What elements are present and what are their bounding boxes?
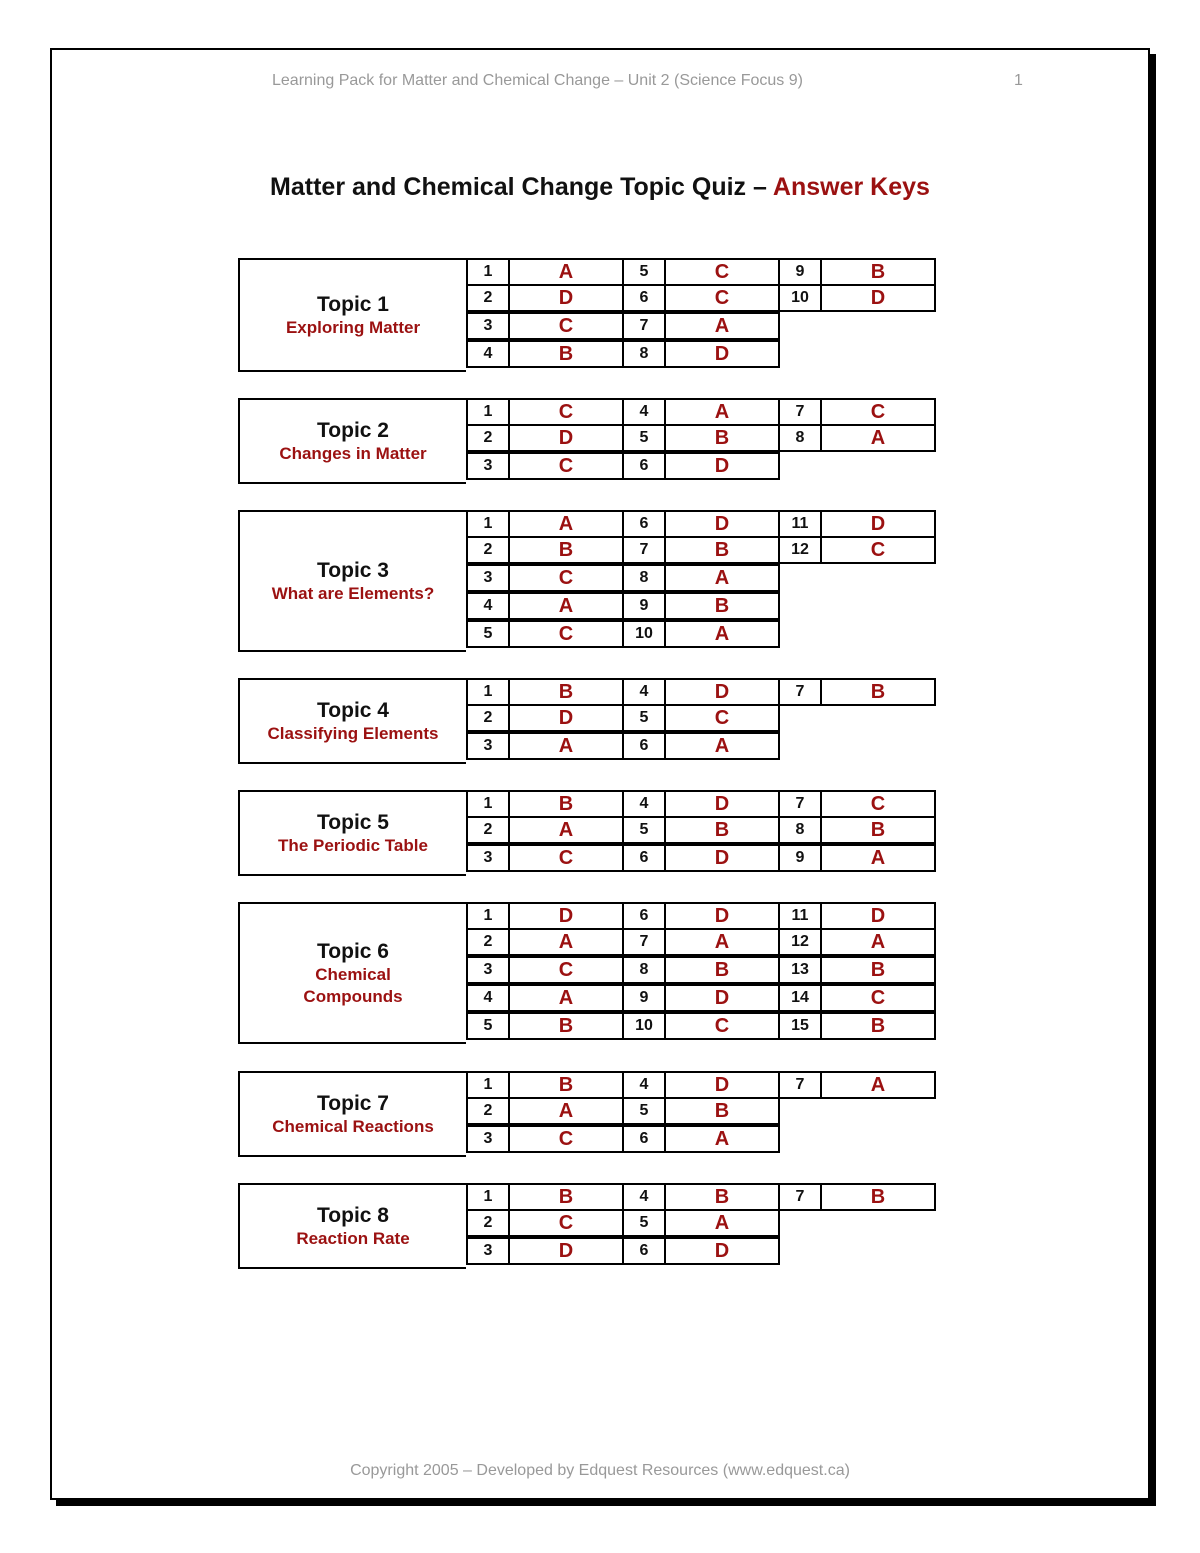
question-number: 6 — [622, 1237, 666, 1265]
topic-subtitle: Chemical Compounds — [303, 964, 403, 1006]
question-number: 6 — [622, 732, 666, 760]
question-number: 3 — [466, 564, 510, 592]
question-number: 4 — [622, 398, 666, 426]
question-number: 2 — [466, 1097, 510, 1125]
answer-row — [466, 538, 936, 566]
answer-row — [466, 622, 936, 650]
answer-letter: D — [508, 902, 624, 930]
topic-table — [238, 1183, 961, 1269]
answer-letter: D — [508, 1237, 624, 1265]
topic-name: Topic 4 — [317, 698, 389, 722]
answer-letter: B — [820, 258, 936, 286]
question-number: 5 — [622, 258, 666, 286]
question-number: 5 — [622, 1097, 666, 1125]
answer-letter: C — [664, 258, 780, 286]
answer-letter: D — [820, 902, 936, 930]
topic-subtitle: Exploring Matter — [285, 317, 421, 337]
question-number: 7 — [778, 678, 822, 706]
answer-letter: C — [508, 1209, 624, 1237]
answer-letter: D — [820, 510, 936, 538]
question-number: 10 — [622, 620, 666, 648]
question-number: 11 — [778, 902, 822, 930]
topic-label — [238, 790, 466, 876]
question-number: 4 — [466, 340, 510, 368]
answer-letter: D — [508, 284, 624, 312]
answer-letter: B — [664, 536, 780, 564]
topic-table — [238, 902, 961, 1044]
question-number: 8 — [778, 424, 822, 452]
topic-name: Topic 8 — [317, 1203, 389, 1227]
answer-row — [466, 734, 936, 762]
topic-table — [238, 1071, 961, 1157]
question-number: 4 — [622, 1071, 666, 1099]
answer-letter: D — [664, 452, 780, 480]
answer-letter: A — [664, 564, 780, 592]
answer-row — [466, 818, 936, 846]
answer-letter: A — [820, 424, 936, 452]
question-number: 8 — [622, 340, 666, 368]
question-number: 7 — [778, 398, 822, 426]
answer-row — [466, 258, 936, 286]
answer-letter: B — [664, 1097, 780, 1125]
answer-letter: B — [820, 1183, 936, 1211]
answer-row — [466, 902, 936, 930]
answer-letter: D — [664, 340, 780, 368]
answer-letter: B — [664, 956, 780, 984]
topic-table — [238, 510, 961, 652]
header-text: Learning Pack for Matter and Chemical Change – Unit 2 (Science Focus 9) — [272, 72, 803, 89]
answer-letter: C — [820, 536, 936, 564]
topic-table — [238, 258, 961, 372]
question-number: 2 — [466, 928, 510, 956]
answer-row — [466, 1239, 936, 1267]
answer-grid — [466, 398, 936, 482]
title-main: Matter and Chemical Change Topic Quiz – — [270, 173, 773, 201]
question-number: 4 — [622, 790, 666, 818]
answer-letter: C — [820, 984, 936, 1012]
page-title — [0, 173, 1200, 202]
question-number: 13 — [778, 956, 822, 984]
question-number: 8 — [778, 816, 822, 844]
question-number: 4 — [622, 678, 666, 706]
question-number: 9 — [778, 258, 822, 286]
answer-letter: A — [508, 984, 624, 1012]
answer-letter: C — [820, 790, 936, 818]
question-number: 3 — [466, 1125, 510, 1153]
answer-row — [466, 678, 936, 706]
answer-letter: A — [508, 928, 624, 956]
answer-letter: C — [508, 398, 624, 426]
question-number: 1 — [466, 258, 510, 286]
answer-grid — [466, 510, 936, 650]
topic-subtitle: Changes in Matter — [279, 443, 427, 463]
topic-name: Topic 5 — [317, 810, 389, 834]
question-number: 10 — [622, 1012, 666, 1040]
answer-row — [466, 426, 936, 454]
answer-letter: A — [664, 398, 780, 426]
topic-label — [238, 1183, 466, 1269]
answer-letter: B — [508, 678, 624, 706]
answer-letter: B — [508, 340, 624, 368]
question-number: 6 — [622, 510, 666, 538]
question-number: 2 — [466, 704, 510, 732]
question-number: 8 — [622, 564, 666, 592]
answer-row — [466, 342, 936, 370]
answer-letter: C — [664, 704, 780, 732]
topic-name: Topic 1 — [317, 292, 389, 316]
answer-row — [466, 454, 936, 482]
question-number: 3 — [466, 844, 510, 872]
question-number: 2 — [466, 536, 510, 564]
answer-letter: C — [508, 564, 624, 592]
answer-letter: D — [664, 1237, 780, 1265]
answer-row — [466, 594, 936, 622]
topic-label — [238, 510, 466, 652]
question-number: 1 — [466, 790, 510, 818]
answer-row — [466, 1211, 936, 1239]
answer-row — [466, 1014, 936, 1042]
question-number: 15 — [778, 1012, 822, 1040]
question-number: 5 — [622, 704, 666, 732]
answer-grid — [466, 790, 936, 874]
topic-subtitle: Reaction Rate — [296, 1228, 410, 1248]
answer-letter: D — [508, 704, 624, 732]
question-number: 14 — [778, 984, 822, 1012]
answer-row — [466, 398, 936, 426]
answer-grid — [466, 1183, 936, 1267]
answer-letter: C — [508, 844, 624, 872]
question-number: 7 — [622, 928, 666, 956]
answer-letter: C — [508, 452, 624, 480]
answer-letter: A — [664, 1209, 780, 1237]
question-number: 5 — [622, 1209, 666, 1237]
answer-row — [466, 1127, 936, 1155]
answer-row — [466, 958, 936, 986]
topic-name: Topic 6 — [317, 939, 389, 963]
answer-letter: D — [664, 984, 780, 1012]
question-number: 4 — [466, 592, 510, 620]
answer-letter: D — [664, 510, 780, 538]
question-number: 6 — [622, 284, 666, 312]
topic-name: Topic 7 — [317, 1091, 389, 1115]
question-number: 12 — [778, 536, 822, 564]
topic-label — [238, 678, 466, 764]
page-number: 1 — [1014, 72, 1023, 89]
question-number: 4 — [622, 1183, 666, 1211]
answer-row — [466, 1183, 936, 1211]
topic-name: Topic 3 — [317, 558, 389, 582]
question-number: 7 — [622, 536, 666, 564]
question-number: 11 — [778, 510, 822, 538]
topic-subtitle: Classifying Elements — [267, 723, 439, 743]
answer-letter: D — [664, 678, 780, 706]
topic-label — [238, 902, 466, 1044]
answer-letter: A — [508, 510, 624, 538]
question-number: 7 — [778, 790, 822, 818]
question-number: 1 — [466, 678, 510, 706]
answer-letter: A — [508, 258, 624, 286]
topic-subtitle: Chemical Reactions — [272, 1116, 434, 1136]
topic-label — [238, 398, 466, 484]
page-footer: Copyright 2005 – Developed by Edquest Resources (www.edquest.ca) — [350, 1462, 850, 1479]
answer-letter: B — [664, 816, 780, 844]
question-number: 9 — [778, 844, 822, 872]
answer-letter: C — [508, 312, 624, 340]
question-number: 3 — [466, 1237, 510, 1265]
answer-row — [466, 986, 936, 1014]
question-number: 6 — [622, 1125, 666, 1153]
question-number: 5 — [622, 816, 666, 844]
answer-letter: C — [508, 956, 624, 984]
topic-subtitle: What are Elements? — [271, 583, 435, 603]
topic-subtitle: The Periodic Table — [278, 835, 428, 855]
answer-row — [466, 930, 936, 958]
answer-letter: A — [508, 732, 624, 760]
question-number: 2 — [466, 816, 510, 844]
answer-grid — [466, 1071, 936, 1155]
question-number: 5 — [466, 620, 510, 648]
question-number: 10 — [778, 284, 822, 312]
answer-letter: D — [664, 844, 780, 872]
question-number: 7 — [778, 1071, 822, 1099]
answer-letter: D — [508, 424, 624, 452]
answer-letter: A — [664, 620, 780, 648]
topic-name: Topic 2 — [317, 418, 389, 442]
answer-row — [466, 1071, 936, 1099]
answer-letter: B — [820, 816, 936, 844]
answer-letter: A — [820, 1071, 936, 1099]
question-number: 1 — [466, 902, 510, 930]
answer-row — [466, 314, 936, 342]
answer-letter: B — [508, 1071, 624, 1099]
answer-letter: A — [664, 732, 780, 760]
answer-row — [466, 790, 936, 818]
answer-letter: D — [664, 790, 780, 818]
answer-letter: A — [508, 1097, 624, 1125]
question-number: 1 — [466, 510, 510, 538]
answer-letter: B — [508, 536, 624, 564]
answer-letter: B — [664, 592, 780, 620]
answer-row — [466, 286, 936, 314]
question-number: 9 — [622, 592, 666, 620]
answer-letter: B — [664, 424, 780, 452]
answer-letter: C — [508, 1125, 624, 1153]
answer-letter: C — [664, 284, 780, 312]
answer-letter: C — [664, 1012, 780, 1040]
question-number: 7 — [622, 312, 666, 340]
answer-letter: A — [820, 844, 936, 872]
answer-letter: B — [508, 790, 624, 818]
answer-letter: D — [820, 284, 936, 312]
answer-letter: A — [508, 592, 624, 620]
question-number: 6 — [622, 452, 666, 480]
answer-letter: A — [664, 928, 780, 956]
question-number: 2 — [466, 284, 510, 312]
answer-letter: B — [508, 1183, 624, 1211]
answer-grid — [466, 258, 936, 370]
answer-row — [466, 566, 936, 594]
answer-letter: A — [508, 816, 624, 844]
answer-row — [466, 706, 936, 734]
topic-table — [238, 678, 961, 764]
answer-letter: B — [820, 1012, 936, 1040]
question-number: 12 — [778, 928, 822, 956]
question-number: 4 — [466, 984, 510, 1012]
question-number: 1 — [466, 398, 510, 426]
question-number: 9 — [622, 984, 666, 1012]
answer-row — [466, 1099, 936, 1127]
question-number: 6 — [622, 844, 666, 872]
answer-letter: C — [508, 620, 624, 648]
answer-letter: B — [664, 1183, 780, 1211]
answer-letter: A — [664, 1125, 780, 1153]
question-number: 1 — [466, 1183, 510, 1211]
answer-row — [466, 846, 936, 874]
answer-letter: D — [664, 1071, 780, 1099]
answer-letter: B — [820, 956, 936, 984]
answer-grid — [466, 678, 936, 762]
topic-label — [238, 1071, 466, 1157]
question-number: 1 — [466, 1071, 510, 1099]
title-accent: Answer Keys — [772, 173, 930, 201]
question-number: 3 — [466, 312, 510, 340]
question-number: 5 — [622, 424, 666, 452]
topic-label — [238, 258, 466, 372]
answer-letter: D — [664, 902, 780, 930]
question-number: 5 — [466, 1012, 510, 1040]
answer-row — [466, 510, 936, 538]
question-number: 2 — [466, 424, 510, 452]
question-number: 8 — [622, 956, 666, 984]
question-number: 3 — [466, 452, 510, 480]
answer-letter: B — [508, 1012, 624, 1040]
answer-letter: B — [820, 678, 936, 706]
answer-letter: A — [664, 312, 780, 340]
question-number: 3 — [466, 732, 510, 760]
answer-letter: A — [820, 928, 936, 956]
answer-grid — [466, 902, 936, 1042]
topic-table — [238, 398, 961, 484]
topic-table — [238, 790, 961, 876]
answer-letter: C — [820, 398, 936, 426]
question-number: 6 — [622, 902, 666, 930]
question-number: 3 — [466, 956, 510, 984]
question-number: 7 — [778, 1183, 822, 1211]
question-number: 2 — [466, 1209, 510, 1237]
